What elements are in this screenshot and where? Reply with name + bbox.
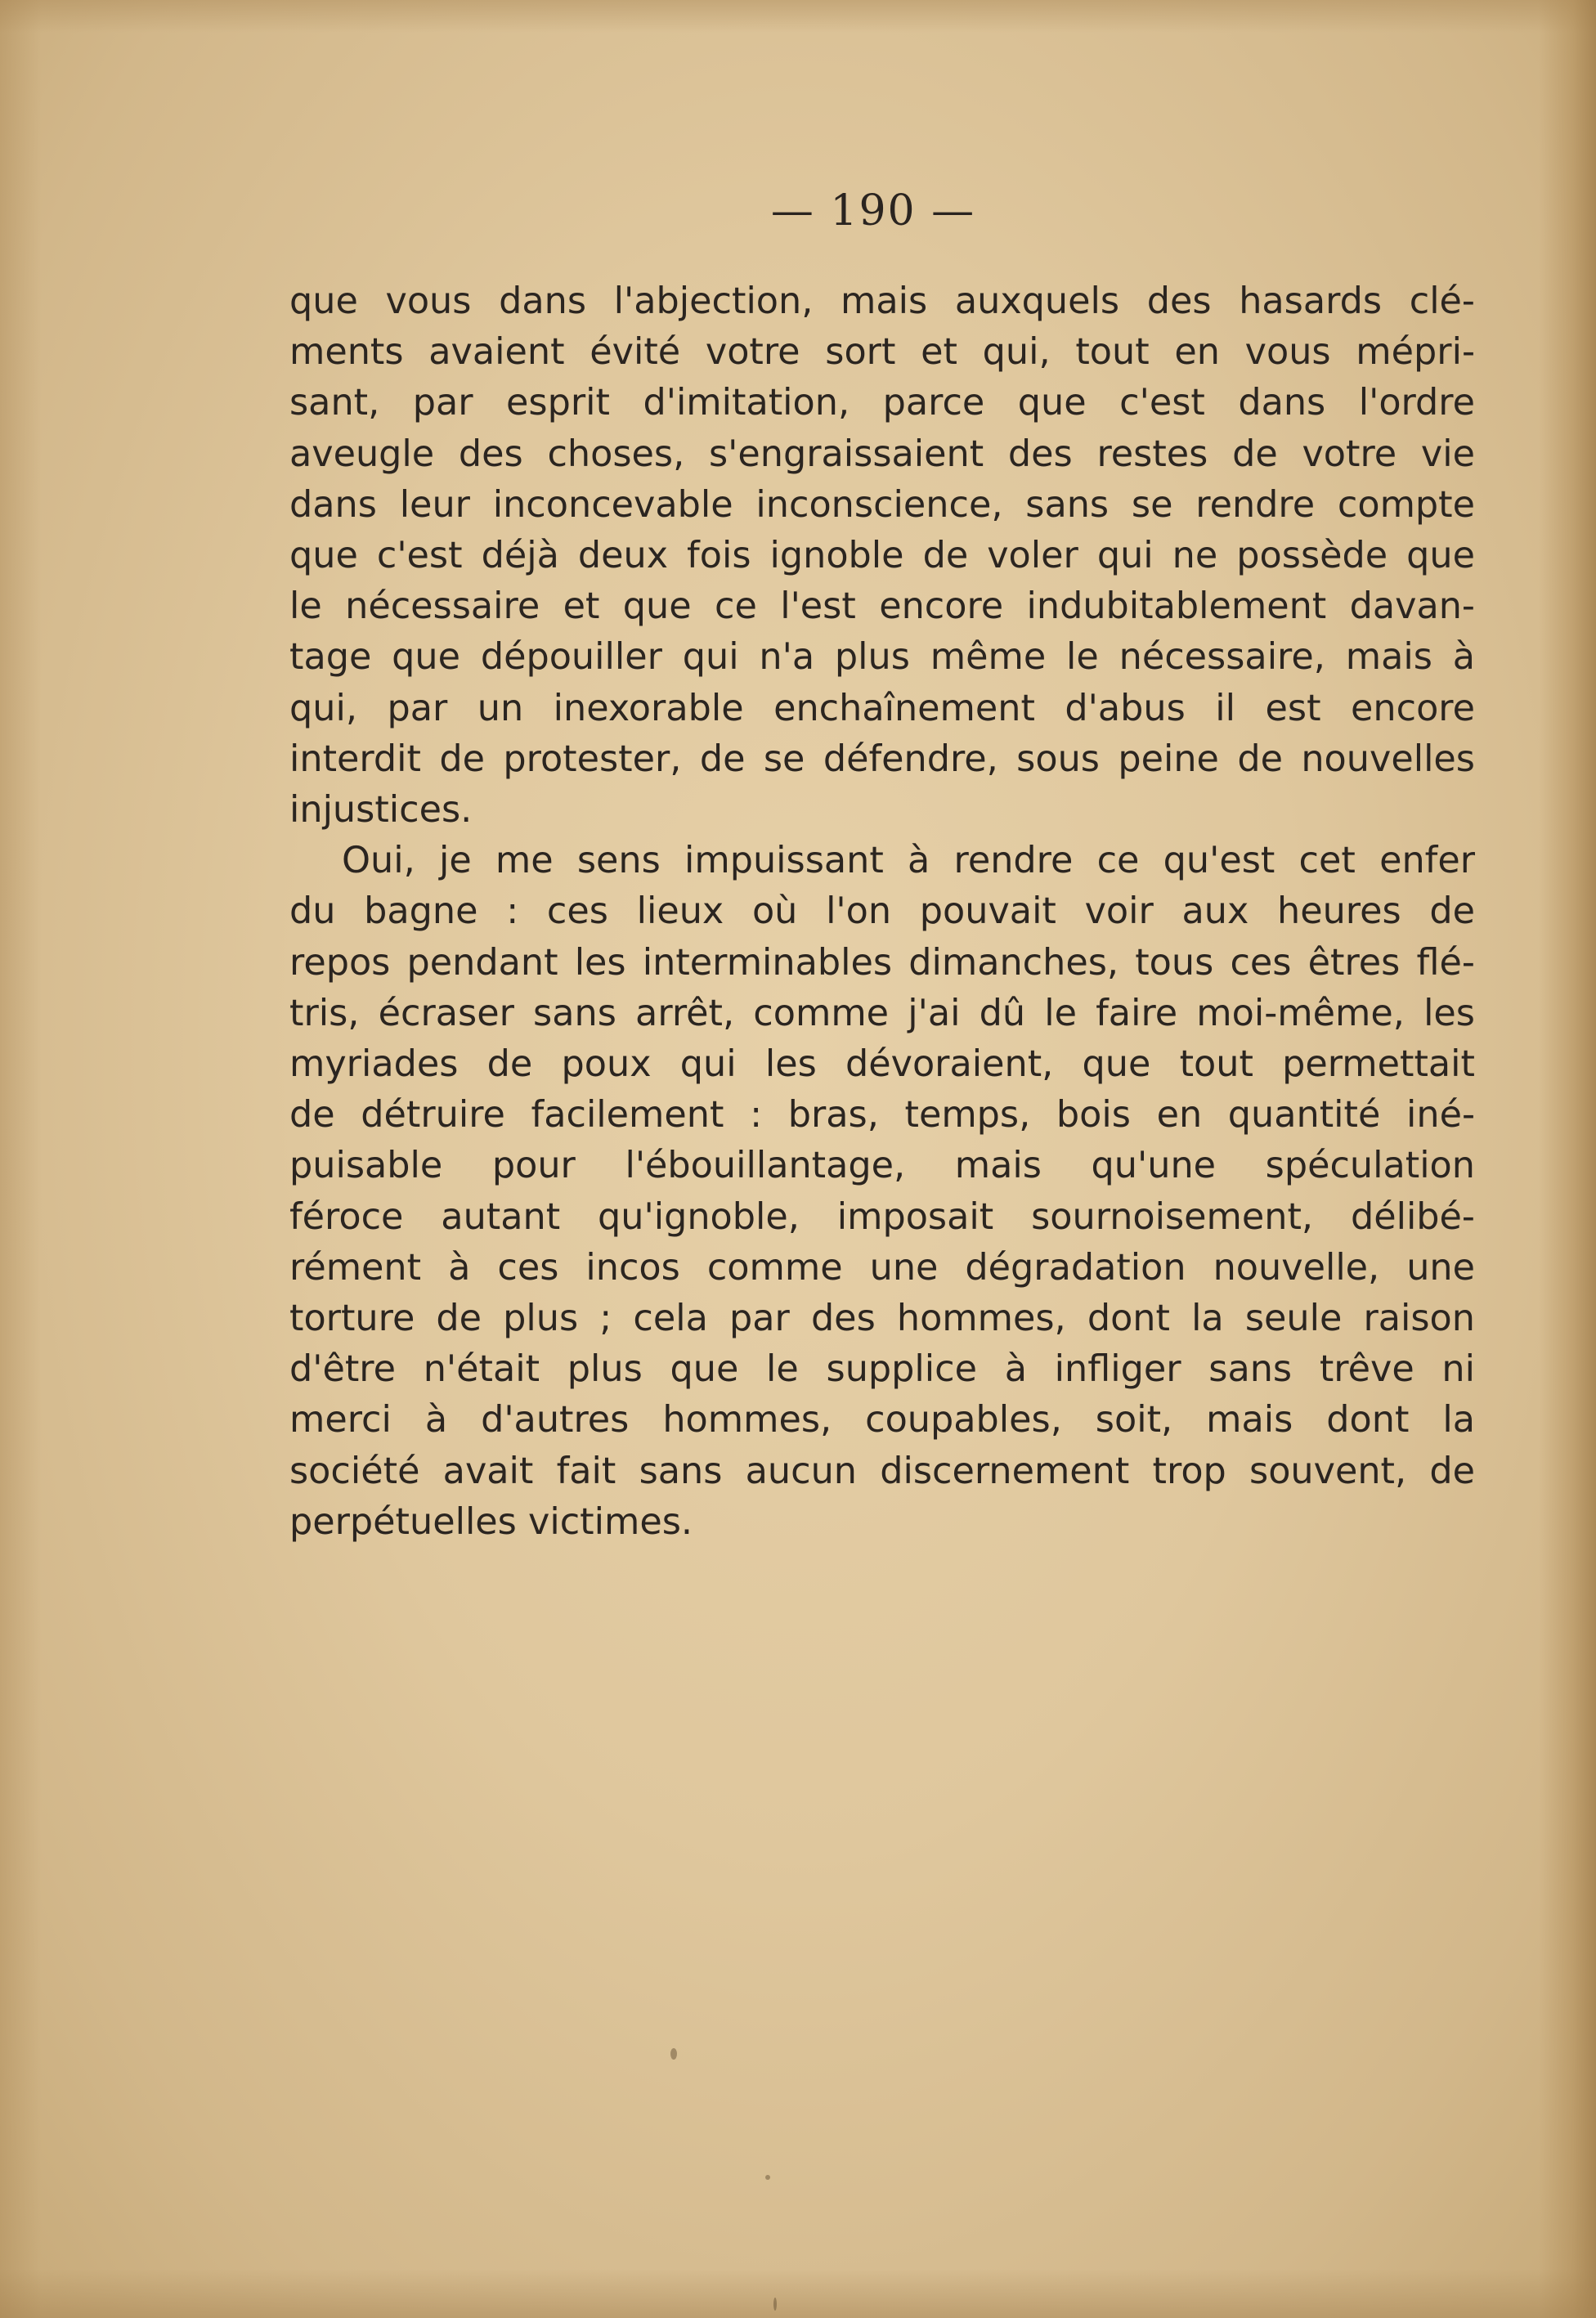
- paper-speck: [670, 2048, 677, 2060]
- text-line: injustices.: [289, 789, 473, 832]
- text-line: féroce autant qu'ignoble, imposait sournoisement, délibé-: [289, 1195, 1475, 1238]
- text-line: dans leur inconcevable inconscience, sans se rendre compte: [289, 483, 1475, 526]
- text-line: repos pendant les interminables dimanches, tous ces êtres flé-: [289, 941, 1475, 984]
- text-line: de détruire facilement : bras, temps, bois en quantité iné-: [289, 1094, 1475, 1137]
- text-line: Oui, je me sens impuissant à rendre ce qu'est cet enfer: [342, 840, 1475, 882]
- text-line: merci à d'autres hommes, coupables, soit, mais dont la: [289, 1399, 1475, 1441]
- text-line: que c'est déjà deux fois ignoble de voler qui ne possède que: [289, 535, 1475, 577]
- page-edge-bottom: [0, 2269, 1596, 2318]
- text-line: sant, par esprit d'imitation, parce que c'est dans l'ordre: [289, 382, 1475, 424]
- page-edge-top: [0, 0, 1596, 33]
- text-line: du bagne : ces lieux où l'on pouvait voir aux heures de: [289, 890, 1475, 933]
- text-line: perpétuelles victimes.: [289, 1500, 693, 1543]
- page-edge-left: [0, 0, 41, 2318]
- text-line: que vous dans l'abjection, mais auxquels des hasards clé-: [289, 280, 1475, 322]
- paper-speck: [765, 2175, 770, 2180]
- text-line: qui, par un inexorable enchaînement d'abus il est encore: [289, 687, 1475, 729]
- text-line: interdit de protester, de se défendre, sous peine de nouvelles: [289, 738, 1475, 780]
- text-line: ments avaient évité votre sort et qui, tout en vous mépri-: [289, 331, 1475, 374]
- text-line: torture de plus ; cela par des hommes, dont la seule raison: [289, 1298, 1475, 1340]
- text-line: aveugle des choses, s'engraissaient des restes de votre vie: [289, 433, 1475, 475]
- text-line: tage que dépouiller qui n'a plus même le nécessaire, mais à: [289, 636, 1475, 679]
- text-line: tris, écraser sans arrêt, comme j'ai dû le faire moi-même, les: [289, 992, 1475, 1034]
- body-text: [289, 276, 1475, 1548]
- page-edge-right: [1539, 0, 1596, 2318]
- paper-speck: [773, 2298, 777, 2311]
- text-line: le nécessaire et que ce l'est encore indubitablement davan-: [289, 585, 1475, 628]
- page-number: — 190 —: [770, 186, 976, 235]
- text-line: d'être n'était plus que le supplice à infliger sans trêve ni: [289, 1348, 1475, 1391]
- text-line: rément à ces incos comme une dégradation nouvelle, une: [289, 1246, 1475, 1289]
- text-line: myriades de poux qui les dévoraient, que tout permettait: [289, 1043, 1475, 1086]
- text-line: puisable pour l'ébouillantage, mais qu'une spéculation: [289, 1145, 1475, 1187]
- text-line: société avait fait sans aucun discernement trop souvent, de: [289, 1450, 1475, 1492]
